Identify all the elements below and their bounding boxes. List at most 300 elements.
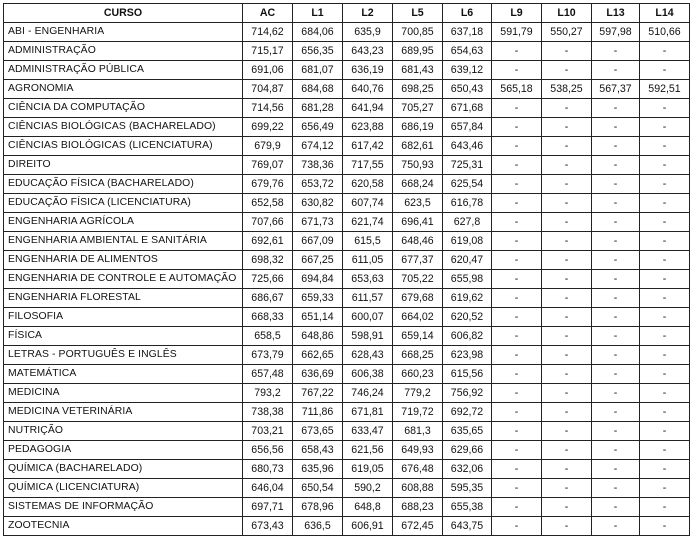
score-cell-l1: 656,49	[293, 118, 343, 137]
score-cell-l6: 627,8	[443, 213, 492, 232]
score-cell-l1: 678,96	[293, 498, 343, 517]
score-cell-l14: 510,66	[640, 23, 690, 42]
score-cell-l1: 630,82	[293, 194, 343, 213]
score-cell-ac: 679,9	[243, 137, 293, 156]
score-cell-l1: 684,68	[293, 80, 343, 99]
course-name-cell: AGRONOMIA	[4, 80, 243, 99]
score-cell-l9: -	[492, 441, 542, 460]
column-header-l13: L13	[592, 4, 640, 23]
score-cell-l5: 705,27	[393, 99, 443, 118]
score-cell-l10: -	[542, 441, 592, 460]
score-cell-ac: 707,66	[243, 213, 293, 232]
score-cell-ac: 697,71	[243, 498, 293, 517]
score-cell-l9: -	[492, 270, 542, 289]
table-row	[4, 327, 690, 346]
score-cell-l5: 688,23	[393, 498, 443, 517]
score-cell-l9: -	[492, 403, 542, 422]
score-cell-l13: -	[592, 118, 640, 137]
score-cell-l9: -	[492, 422, 542, 441]
course-name-cell: ENGENHARIA AMBIENTAL E SANITÁRIA	[4, 232, 243, 251]
column-header-curso: CURSO	[4, 4, 243, 23]
score-cell-ac: 769,07	[243, 156, 293, 175]
score-cell-l2: 617,42	[343, 137, 393, 156]
score-cell-l9: -	[492, 460, 542, 479]
table-row	[4, 156, 690, 175]
score-cell-ac: 673,43	[243, 517, 293, 536]
score-cell-l5: 719,72	[393, 403, 443, 422]
score-cell-l10: -	[542, 308, 592, 327]
score-cell-l13: 597,98	[592, 23, 640, 42]
table-row	[4, 61, 690, 80]
score-cell-l6: 620,52	[443, 308, 492, 327]
score-cell-l6: 616,78	[443, 194, 492, 213]
score-cell-l13: -	[592, 327, 640, 346]
score-cell-l5: 623,5	[393, 194, 443, 213]
score-cell-l9: -	[492, 479, 542, 498]
score-cell-l9: 565,18	[492, 80, 542, 99]
table-row	[4, 441, 690, 460]
score-cell-l10: -	[542, 251, 592, 270]
column-header-ac: AC	[243, 4, 293, 23]
score-cell-ac: 657,48	[243, 365, 293, 384]
score-cell-l5: 676,48	[393, 460, 443, 479]
score-cell-l5: 686,19	[393, 118, 443, 137]
score-cell-ac: 793,2	[243, 384, 293, 403]
score-cell-l1: 636,69	[293, 365, 343, 384]
score-cell-l6: 635,65	[443, 422, 492, 441]
score-cell-ac: 738,38	[243, 403, 293, 422]
score-cell-l10: -	[542, 213, 592, 232]
score-cell-l2: 628,43	[343, 346, 393, 365]
score-cell-l2: 671,81	[343, 403, 393, 422]
score-cell-l9: -	[492, 99, 542, 118]
score-cell-l13: -	[592, 42, 640, 61]
course-name-cell: QUÍMICA (LICENCIATURA)	[4, 479, 243, 498]
score-cell-l6: 756,92	[443, 384, 492, 403]
table-row	[4, 346, 690, 365]
score-cell-l10: -	[542, 137, 592, 156]
course-name-cell: CIÊNCIA DA COMPUTAÇÃO	[4, 99, 243, 118]
column-header-l1: L1	[293, 4, 343, 23]
score-cell-l6: 639,12	[443, 61, 492, 80]
score-cell-l9: -	[492, 232, 542, 251]
score-cell-l9: -	[492, 251, 542, 270]
score-cell-l14: -	[640, 308, 690, 327]
score-cell-l13: -	[592, 175, 640, 194]
score-cell-l5: 659,14	[393, 327, 443, 346]
score-cell-l10: 538,25	[542, 80, 592, 99]
score-cell-l2: 653,63	[343, 270, 393, 289]
score-cell-ac: 686,67	[243, 289, 293, 308]
table-row	[4, 308, 690, 327]
score-cell-l10: -	[542, 61, 592, 80]
score-cell-l1: 681,28	[293, 99, 343, 118]
course-name-cell: FILOSOFIA	[4, 308, 243, 327]
course-name-cell: ABI - ENGENHARIA	[4, 23, 243, 42]
table-row	[4, 137, 690, 156]
score-cell-l1: 636,5	[293, 517, 343, 536]
score-cell-l14: -	[640, 479, 690, 498]
score-cell-l13: -	[592, 403, 640, 422]
score-cell-l1: 738,36	[293, 156, 343, 175]
score-cell-l5: 682,61	[393, 137, 443, 156]
score-cell-l14: -	[640, 99, 690, 118]
score-cell-l6: 655,38	[443, 498, 492, 517]
course-name-cell: ZOOTECNIA	[4, 517, 243, 536]
score-cell-l14: -	[640, 156, 690, 175]
score-cell-l5: 705,22	[393, 270, 443, 289]
score-cell-l6: 629,66	[443, 441, 492, 460]
score-cell-l9: -	[492, 175, 542, 194]
course-name-cell: QUÍMICA (BACHARELADO)	[4, 460, 243, 479]
score-cell-l1: 650,54	[293, 479, 343, 498]
score-cell-l13: 567,37	[592, 80, 640, 99]
course-name-cell: FÍSICA	[4, 327, 243, 346]
course-name-cell: ADMINISTRAÇÃO PÚBLICA	[4, 61, 243, 80]
score-cell-l10: -	[542, 498, 592, 517]
table-row	[4, 365, 690, 384]
score-cell-ac: 714,62	[243, 23, 293, 42]
score-cell-ac: 692,61	[243, 232, 293, 251]
score-cell-l1: 667,09	[293, 232, 343, 251]
course-name-cell: CIÊNCIAS BIOLÓGICAS (LICENCIATURA)	[4, 137, 243, 156]
course-name-cell: SISTEMAS DE INFORMAÇÃO	[4, 498, 243, 517]
score-cell-l13: -	[592, 479, 640, 498]
score-cell-l10: -	[542, 232, 592, 251]
score-cell-l1: 648,86	[293, 327, 343, 346]
score-cell-l10: -	[542, 42, 592, 61]
score-cell-l5: 649,93	[393, 441, 443, 460]
score-cell-l2: 635,9	[343, 23, 393, 42]
table-row	[4, 289, 690, 308]
course-name-cell: MEDICINA	[4, 384, 243, 403]
score-cell-l9: -	[492, 498, 542, 517]
score-cell-l5: 660,23	[393, 365, 443, 384]
score-cell-l6: 692,72	[443, 403, 492, 422]
score-cell-l5: 689,95	[393, 42, 443, 61]
score-cell-l1: 671,73	[293, 213, 343, 232]
score-cell-l5: 668,25	[393, 346, 443, 365]
table-row	[4, 232, 690, 251]
score-cell-l10: -	[542, 403, 592, 422]
score-cell-ac: 699,22	[243, 118, 293, 137]
score-cell-l5: 648,46	[393, 232, 443, 251]
score-cell-l6: 643,46	[443, 137, 492, 156]
score-cell-ac: 658,5	[243, 327, 293, 346]
score-cell-l1: 659,33	[293, 289, 343, 308]
score-cell-l6: 595,35	[443, 479, 492, 498]
score-cell-l6: 615,56	[443, 365, 492, 384]
column-header-l6: L6	[443, 4, 492, 23]
course-name-cell: MATEMÁTICA	[4, 365, 243, 384]
score-cell-l1: 635,96	[293, 460, 343, 479]
table-row	[4, 175, 690, 194]
score-cell-l9: -	[492, 137, 542, 156]
score-cell-l1: 711,86	[293, 403, 343, 422]
score-cell-l2: 590,2	[343, 479, 393, 498]
score-cell-l14: -	[640, 137, 690, 156]
score-cell-l1: 674,12	[293, 137, 343, 156]
score-cell-ac: 656,56	[243, 441, 293, 460]
table-row	[4, 251, 690, 270]
table-row	[4, 194, 690, 213]
score-cell-l2: 606,38	[343, 365, 393, 384]
course-name-cell: NUTRIÇÃO	[4, 422, 243, 441]
score-cell-l14: -	[640, 346, 690, 365]
score-cell-l10: -	[542, 346, 592, 365]
score-cell-l13: -	[592, 137, 640, 156]
table-row	[4, 498, 690, 517]
score-cell-ac: 679,76	[243, 175, 293, 194]
score-cell-l9: -	[492, 365, 542, 384]
score-cell-l13: -	[592, 498, 640, 517]
score-cell-ac: 704,87	[243, 80, 293, 99]
score-cell-l14: -	[640, 365, 690, 384]
score-cell-ac: 646,04	[243, 479, 293, 498]
score-cell-l6: 725,31	[443, 156, 492, 175]
score-cell-l10: -	[542, 156, 592, 175]
score-cell-l1: 767,22	[293, 384, 343, 403]
score-cell-l14: -	[640, 42, 690, 61]
score-cell-ac: 714,56	[243, 99, 293, 118]
score-cell-l2: 648,8	[343, 498, 393, 517]
score-cell-ac: 703,21	[243, 422, 293, 441]
table-row	[4, 23, 690, 42]
score-cell-ac: 715,17	[243, 42, 293, 61]
score-cell-l13: -	[592, 194, 640, 213]
table-row	[4, 42, 690, 61]
score-cell-l9: -	[492, 194, 542, 213]
score-cell-l14: -	[640, 403, 690, 422]
score-cell-l1: 667,25	[293, 251, 343, 270]
score-cell-l14: -	[640, 517, 690, 536]
score-cell-l2: 620,58	[343, 175, 393, 194]
score-cell-l5: 779,2	[393, 384, 443, 403]
cutoff-scores-table-container	[3, 3, 690, 536]
score-cell-l9: -	[492, 213, 542, 232]
score-cell-l1: 673,65	[293, 422, 343, 441]
score-cell-l9: -	[492, 61, 542, 80]
score-cell-l1: 658,43	[293, 441, 343, 460]
score-cell-l14: -	[640, 498, 690, 517]
table-row	[4, 422, 690, 441]
score-cell-l13: -	[592, 213, 640, 232]
table-row	[4, 99, 690, 118]
score-cell-l5: 608,88	[393, 479, 443, 498]
score-cell-l14: -	[640, 175, 690, 194]
score-cell-l5: 677,37	[393, 251, 443, 270]
score-cell-l2: 643,23	[343, 42, 393, 61]
header-row	[4, 4, 690, 23]
score-cell-l10: -	[542, 460, 592, 479]
score-cell-l1: 694,84	[293, 270, 343, 289]
cutoff-scores-table	[3, 3, 690, 536]
course-name-cell: EDUCAÇÃO FÍSICA (LICENCIATURA)	[4, 194, 243, 213]
score-cell-l2: 606,91	[343, 517, 393, 536]
score-cell-l13: -	[592, 422, 640, 441]
score-cell-l6: 623,98	[443, 346, 492, 365]
table-row	[4, 118, 690, 137]
table-row	[4, 213, 690, 232]
score-cell-l13: -	[592, 460, 640, 479]
score-cell-l6: 606,82	[443, 327, 492, 346]
course-name-cell: EDUCAÇÃO FÍSICA (BACHARELADO)	[4, 175, 243, 194]
score-cell-l2: 607,74	[343, 194, 393, 213]
score-cell-l2: 619,05	[343, 460, 393, 479]
score-cell-l5: 681,43	[393, 61, 443, 80]
course-name-cell: DIREITO	[4, 156, 243, 175]
score-cell-l5: 679,68	[393, 289, 443, 308]
score-cell-l2: 746,24	[343, 384, 393, 403]
score-cell-l2: 611,05	[343, 251, 393, 270]
score-cell-l14: -	[640, 251, 690, 270]
course-name-cell: ENGENHARIA DE ALIMENTOS	[4, 251, 243, 270]
score-cell-l2: 621,74	[343, 213, 393, 232]
score-cell-l14: -	[640, 441, 690, 460]
column-header-l9: L9	[492, 4, 542, 23]
score-cell-l13: -	[592, 517, 640, 536]
column-header-l14: L14	[640, 4, 690, 23]
table-row	[4, 80, 690, 99]
score-cell-ac: 680,73	[243, 460, 293, 479]
score-cell-l2: 611,57	[343, 289, 393, 308]
table-row	[4, 460, 690, 479]
score-cell-l14: -	[640, 460, 690, 479]
table-row	[4, 517, 690, 536]
score-cell-l9: -	[492, 118, 542, 137]
score-cell-l10: -	[542, 327, 592, 346]
course-name-cell: ENGENHARIA AGRÍCOLA	[4, 213, 243, 232]
score-cell-l9: -	[492, 384, 542, 403]
score-cell-l10: -	[542, 118, 592, 137]
score-cell-l6: 650,43	[443, 80, 492, 99]
score-cell-l9: -	[492, 289, 542, 308]
course-name-cell: MEDICINA VETERINÁRIA	[4, 403, 243, 422]
score-cell-l1: 684,06	[293, 23, 343, 42]
score-cell-l14: -	[640, 213, 690, 232]
score-cell-ac: 668,33	[243, 308, 293, 327]
score-cell-l14: -	[640, 232, 690, 251]
score-cell-l6: 632,06	[443, 460, 492, 479]
score-cell-l10: -	[542, 99, 592, 118]
score-cell-l6: 657,84	[443, 118, 492, 137]
score-cell-l5: 700,85	[393, 23, 443, 42]
score-cell-l1: 681,07	[293, 61, 343, 80]
score-cell-l6: 625,54	[443, 175, 492, 194]
score-cell-l13: -	[592, 61, 640, 80]
table-body	[4, 23, 690, 536]
score-cell-l6: 655,98	[443, 270, 492, 289]
score-cell-l2: 640,76	[343, 80, 393, 99]
score-cell-l5: 681,3	[393, 422, 443, 441]
score-cell-l14: -	[640, 270, 690, 289]
score-cell-l14: -	[640, 118, 690, 137]
score-cell-l6: 619,08	[443, 232, 492, 251]
score-cell-l13: -	[592, 156, 640, 175]
score-cell-l2: 615,5	[343, 232, 393, 251]
score-cell-l10: -	[542, 365, 592, 384]
score-cell-l2: 636,19	[343, 61, 393, 80]
score-cell-l10: -	[542, 175, 592, 194]
score-cell-l2: 641,94	[343, 99, 393, 118]
score-cell-ac: 698,32	[243, 251, 293, 270]
score-cell-l9: -	[492, 156, 542, 175]
score-cell-l9: -	[492, 346, 542, 365]
score-cell-l6: 643,75	[443, 517, 492, 536]
score-cell-l10: -	[542, 270, 592, 289]
score-cell-l13: -	[592, 365, 640, 384]
score-cell-l1: 653,72	[293, 175, 343, 194]
score-cell-l2: 600,07	[343, 308, 393, 327]
score-cell-l9: -	[492, 42, 542, 61]
score-cell-ac: 652,58	[243, 194, 293, 213]
course-name-cell: ENGENHARIA DE CONTROLE E AUTOMAÇÃO	[4, 270, 243, 289]
score-cell-l1: 651,14	[293, 308, 343, 327]
score-cell-l14: -	[640, 289, 690, 308]
score-cell-l14: -	[640, 194, 690, 213]
score-cell-l2: 621,56	[343, 441, 393, 460]
score-cell-l9: -	[492, 308, 542, 327]
score-cell-l5: 672,45	[393, 517, 443, 536]
score-cell-l6: 619,62	[443, 289, 492, 308]
table-header	[4, 4, 690, 23]
score-cell-ac: 725,66	[243, 270, 293, 289]
score-cell-ac: 673,79	[243, 346, 293, 365]
column-header-l10: L10	[542, 4, 592, 23]
course-name-cell: LETRAS - PORTUGUÊS E INGLÊS	[4, 346, 243, 365]
score-cell-l10: 550,27	[542, 23, 592, 42]
score-cell-l10: -	[542, 479, 592, 498]
score-cell-l14: 592,51	[640, 80, 690, 99]
score-cell-l13: -	[592, 308, 640, 327]
score-cell-l13: -	[592, 441, 640, 460]
score-cell-l5: 696,41	[393, 213, 443, 232]
course-name-cell: ADMINISTRAÇÃO	[4, 42, 243, 61]
score-cell-l10: -	[542, 422, 592, 441]
score-cell-l2: 623,88	[343, 118, 393, 137]
score-cell-l10: -	[542, 384, 592, 403]
course-name-cell: ENGENHARIA FLORESTAL	[4, 289, 243, 308]
course-name-cell: CIÊNCIAS BIOLÓGICAS (BACHARELADO)	[4, 118, 243, 137]
score-cell-ac: 691,06	[243, 61, 293, 80]
score-cell-l6: 637,18	[443, 23, 492, 42]
score-cell-l2: 598,91	[343, 327, 393, 346]
table-row	[4, 403, 690, 422]
column-header-l5: L5	[393, 4, 443, 23]
score-cell-l5: 668,24	[393, 175, 443, 194]
score-cell-l13: -	[592, 270, 640, 289]
score-cell-l13: -	[592, 289, 640, 308]
score-cell-l6: 671,68	[443, 99, 492, 118]
score-cell-l10: -	[542, 289, 592, 308]
score-cell-l5: 664,02	[393, 308, 443, 327]
score-cell-l13: -	[592, 232, 640, 251]
table-row	[4, 270, 690, 289]
table-row	[4, 384, 690, 403]
score-cell-l10: -	[542, 194, 592, 213]
score-cell-l6: 654,63	[443, 42, 492, 61]
column-header-l2: L2	[343, 4, 393, 23]
score-cell-l9: -	[492, 327, 542, 346]
score-cell-l9: 591,79	[492, 23, 542, 42]
score-cell-l9: -	[492, 517, 542, 536]
score-cell-l6: 620,47	[443, 251, 492, 270]
score-cell-l13: -	[592, 346, 640, 365]
score-cell-l1: 656,35	[293, 42, 343, 61]
score-cell-l10: -	[542, 517, 592, 536]
score-cell-l14: -	[640, 61, 690, 80]
score-cell-l13: -	[592, 384, 640, 403]
